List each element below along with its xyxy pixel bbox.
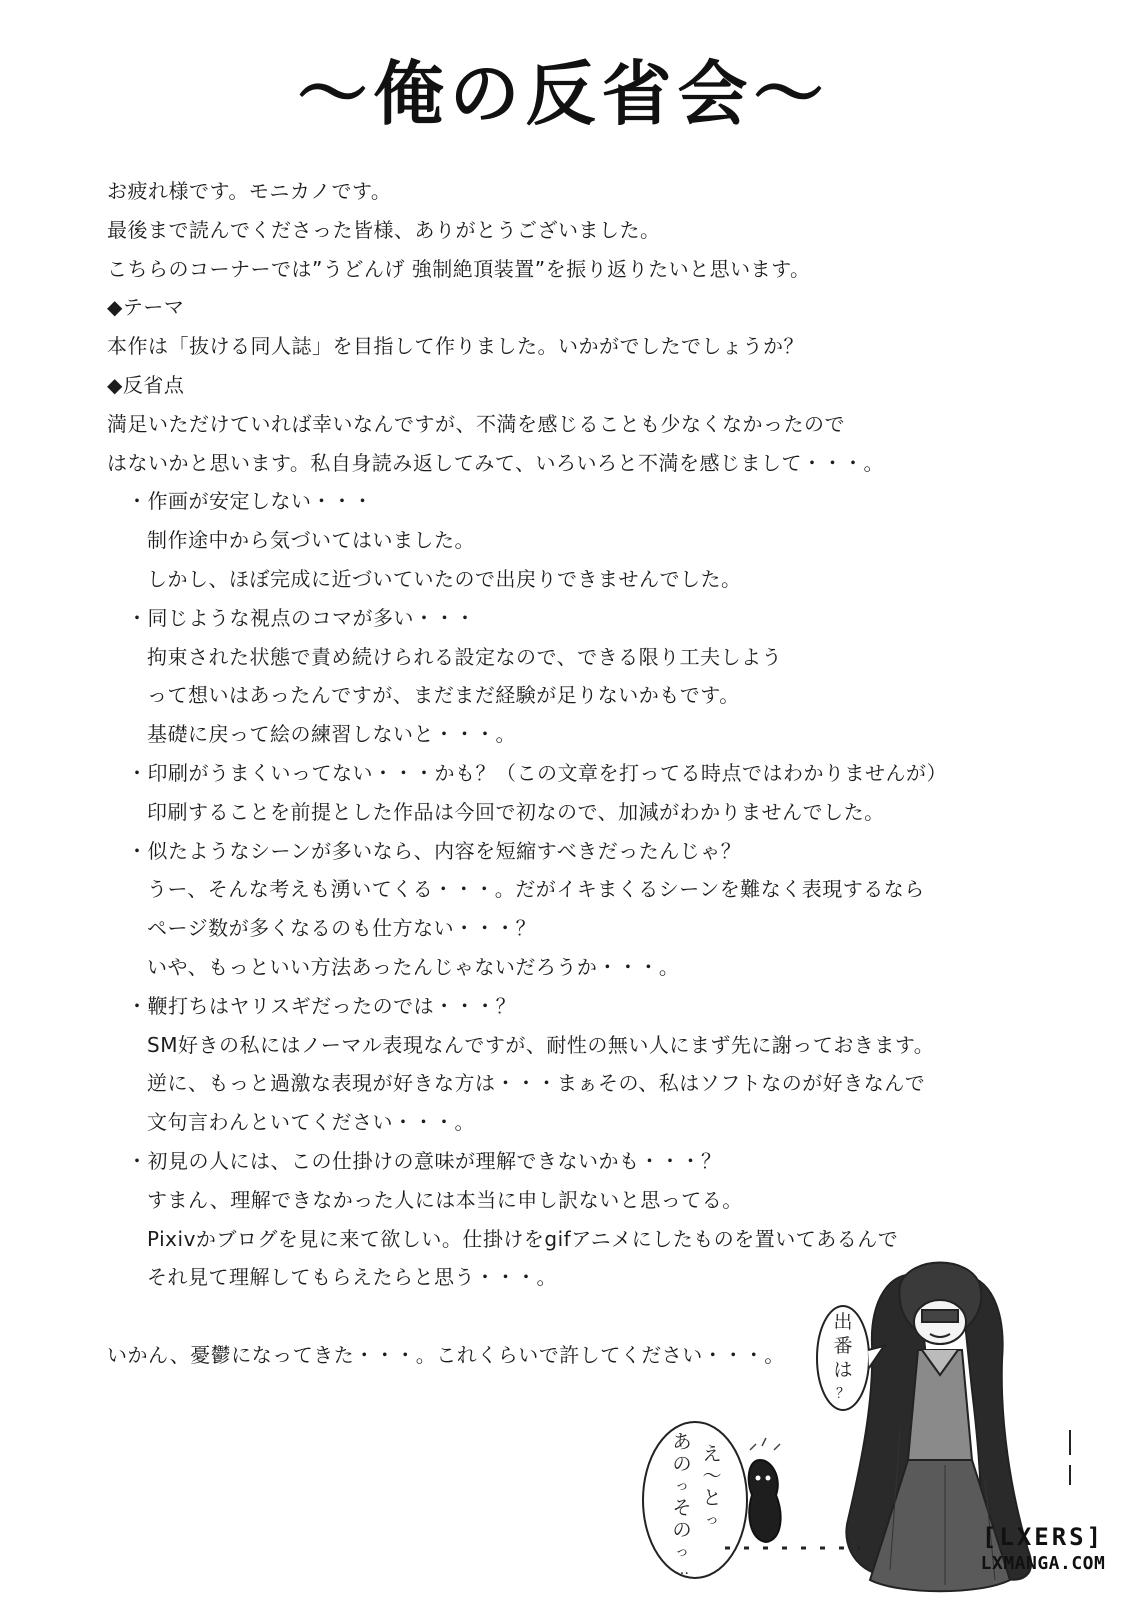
watermark-line2: LXMANGA.COM: [980, 1553, 1106, 1574]
text-line: ページ数が多くなるのも仕方ない・・・？: [147, 916, 537, 941]
bubble-right-char: ？: [836, 1386, 850, 1402]
text-line: ・印刷がうまくいってない・・・かも？（この文章を打ってる時点ではわかりませんが）: [127, 760, 947, 785]
text-line: 最後まで読んでくださった皆様、ありがとうございました。: [107, 217, 661, 242]
text-line: 印刷することを前提とした作品は今回で初なので、加減がわかりませんでした。: [147, 799, 885, 824]
text-line: ・同じような視点のコマが多い・・・: [127, 605, 476, 630]
page-title: 〜俺の反省会〜: [297, 53, 830, 135]
body-text: [107, 172, 1047, 1375]
bubble-left-char: 〜: [702, 1465, 722, 1487]
text-line: ・鞭打ちはヤリスギだったのでは・・・？: [127, 993, 517, 1018]
text-line: お疲れ様です。モニカノです。: [107, 179, 392, 203]
text-line: ・初見の人には、この仕掛けの意味が理解できないかも・・・？: [127, 1148, 722, 1173]
text-line: Pixivかブログを見に来て欲しい。仕掛けをgifアニメにしたものを置いてあるんで: [147, 1226, 899, 1251]
text-line: 基礎に戻って絵の練習しないと・・・。: [147, 722, 516, 747]
bubble-left-char: っ: [705, 1512, 719, 1528]
bubble-right-char: 出: [833, 1311, 853, 1333]
text-line: ◆テーマ: [107, 295, 185, 320]
text-line: SM好きの私にはノーマル表現なんですが、耐性の無い人にまず先に謝っておきます。: [147, 1032, 935, 1057]
bubble-left-char: え: [702, 1443, 722, 1465]
text-line: ◆反省点: [107, 372, 185, 397]
bubble-left-char: そ: [672, 1497, 692, 1519]
text-line: すまん、理解できなかった人には本当に申し訳ないと思ってる。: [147, 1187, 743, 1212]
bubble-left-char: の: [672, 1519, 692, 1541]
bubble-right-char: 番: [833, 1335, 853, 1357]
text-line: はないかと思います。私自身読み返してみて、いろいろと不満を感じまして・・・。: [107, 450, 884, 475]
bubble-right-char: は: [833, 1359, 853, 1381]
bubble-left-char: っ: [675, 1544, 689, 1560]
text-line: 満足いただけていれば幸いなんですが、不満を感じることも少なくなかったので: [107, 411, 845, 436]
text-line: うー、そんな考えも湧いてくる・・・。だがイキまくるシーンを難なく表現するなら: [147, 877, 925, 902]
text-line: 制作途中から気づいてはいました。: [147, 528, 475, 553]
bubble-left-char: と: [702, 1487, 722, 1509]
watermark-line1: [LXERS]: [981, 1523, 1105, 1551]
watermark: [973, 1522, 1113, 1576]
text-line: 文句言わんといてください・・・。: [147, 1110, 475, 1135]
text-line: 本作は「抜ける同人誌」を目指して作りました。いかがでしたでしょうか？: [107, 334, 804, 359]
small-creature: [749, 1438, 781, 1542]
text-line: ・作画が安定しない・・・: [127, 489, 373, 514]
bubble-left-char: あ: [672, 1431, 692, 1453]
text-line: 逆に、もっと過激な表現が好きな方は・・・まぁその、私はソフトなのが好きなんで: [147, 1071, 926, 1096]
bubble-left-char: …: [675, 1562, 689, 1578]
text-line: いかん、憂鬱になってきた・・・。これくらいで許してください・・・。: [107, 1342, 785, 1367]
text-line: しかし、ほぼ完成に近づいていたので出戻りできませんでした。: [147, 566, 742, 591]
text-line: 拘束された状態で責め続けられる設定なので、できる限り工夫しよう: [147, 644, 783, 669]
text-line: こちらのコーナーでは”うどんげ 強制絶頂装置”を振り返りたいと思います。: [107, 256, 811, 281]
bubble-left-char: っ: [675, 1478, 689, 1494]
speech-bubble-left: [643, 1422, 747, 1578]
text-line: ・似たようなシーンが多いなら、内容を短縮すべきだったんじゃ？: [127, 838, 742, 863]
text-line: って想いはあったんですが、まだまだ経験が足りないかもです。: [147, 683, 740, 708]
text-line: いや、もっといい方法あったんじゃないだろうか・・・。: [147, 954, 680, 979]
bubble-left-char: の: [672, 1453, 692, 1475]
text-line: それ見て理解してもらえたらと思う・・・。: [147, 1265, 557, 1290]
